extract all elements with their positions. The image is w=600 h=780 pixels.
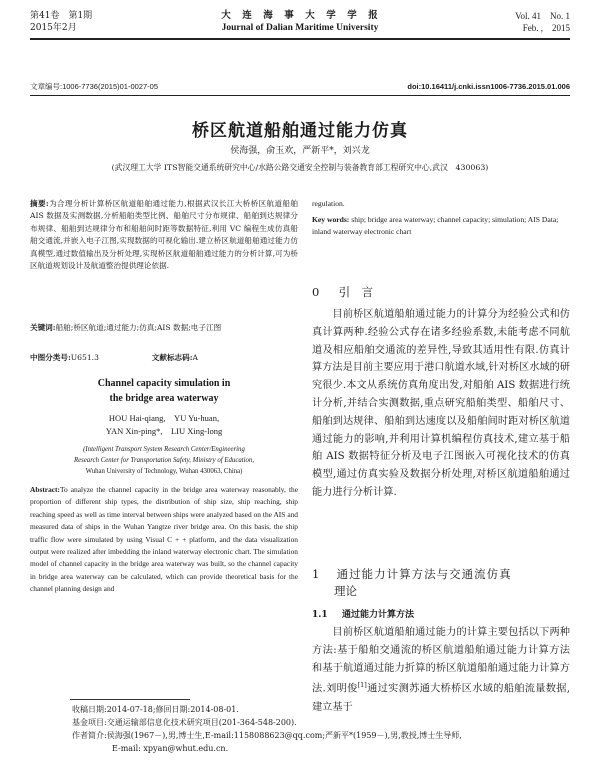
- footnote-received: 收稿日期:2014-07-18;修回日期:2014-08-01.: [72, 705, 239, 714]
- abstract-en-text: To analyze the channel capacity in the bridge area waterway reasonably, the proportion of different ship types, the distribution of ship size, ship reaching, ship reaching speed as well as time interval between ships were analyzed based on the AIS and measured data of ships in the Wuhan Yangtze river bridge area. On this basis, the ship traffic flow were simulated by using Visual C + + platform, and the data visualization output were realized after imbedding the inland waterway electronic chart. The simulation model of channel capacity in the bridge area waterway was built, so the channel capacity in bridge area waterway can be calculated, which can provide theoretical basis for the channel planning design and: [30, 485, 298, 594]
- authors-en: [30, 412, 298, 438]
- authors-en-line2: YAN Xin-ping*, LIU Xing-long: [105, 426, 223, 436]
- abstract-en-continuation: regulation.: [312, 199, 345, 208]
- section-1-1-number: 1.1: [312, 610, 328, 620]
- doc-code-value: A: [192, 353, 199, 362]
- title-en-line1: Channel capacity simulation in: [97, 378, 231, 389]
- clc-label: 中图分类号:: [30, 353, 71, 362]
- keywords-cn: [30, 322, 298, 334]
- footnote-fund: 基金项目:交通运输部信息化技术研究项目(201-364-548-200).: [72, 718, 297, 727]
- doc-code-label: 文献标志码:: [151, 353, 193, 362]
- volume-issue-text: 第41卷 第1期: [30, 11, 93, 21]
- abstract-en-label: Abstract:: [30, 485, 60, 494]
- affil-en-line2: Research Center for Transportation Safety, Ministry of Education,: [73, 457, 255, 464]
- affiliation-cn: (武汉理工大学 ITS智能交通系统研究中心/水路公路交通安全控制与装备教育部工程研究中心,武汉 430063): [111, 163, 489, 172]
- section-1-1-text-before-ref: 目前桥区航道船舶通过能力的计算主要包括以下两种方法:基于船舶交通流的桥区航道船舶通过能力计算方法和基于航道通过能力折算的桥区航道船舶通过能力计算方法.刘明俊: [312, 627, 570, 695]
- abstract-cn: [30, 198, 298, 272]
- footnote-email: E-mail: xpyan@whut.edu.cn.: [112, 744, 229, 753]
- volume-en-text: Vol. 41 No. 1: [515, 11, 570, 21]
- affil-en-line3: Wuhan University of Technology, Wuhan 430063, China): [85, 468, 243, 475]
- paper-title-en: [30, 376, 298, 406]
- authors-en-line1: HOU Hai-qiang, YU Yu-huan,: [108, 413, 220, 423]
- doi: doi:10.16411/j.cnki.issn1006-7736.2015.01.006: [407, 82, 570, 91]
- journal-name-cn: 大 连 海 事 大 学 学 报: [221, 10, 379, 21]
- keywords-cn-label: 关键词:: [30, 323, 56, 332]
- paper-title-cn: 桥区航道船舶通过能力仿真: [192, 121, 408, 141]
- affil-en-line1: (Intelligent Transport System Research Center/Engineering: [83, 446, 245, 453]
- section-1-1-title: 通过能力计算方法: [341, 610, 414, 620]
- footnote-authors: 作者简介:侯海强(1967－),男,博士生,E-mail:1158088623@qq.com;严新平*(1959－),男,教授,博士生导师,: [72, 731, 462, 740]
- meta-rule: [30, 95, 570, 96]
- journal-volume-issue: [30, 10, 180, 34]
- citation-ref: [1]: [357, 681, 367, 690]
- abstract-cn-label: 摘要:: [30, 199, 49, 208]
- keywords-cn-text: 船舶;桥区航道;通过能力;仿真;AIS 数据;电子江图: [55, 323, 222, 332]
- section-0-text: 目前桥区航道船舶通过能力的计算分为经验公式和仿真计算两种.经验公式存在诸多经验系数,未能考虑不同航道及相应船舶交通流的差异性,导致其适用性有限.仿真计算方法是目前主要应用于港口航道水域,针对桥区水域的研究很少.本文从系统仿真角度出发,对船舶 AIS 数据进行统计分析,并结合实测数据,重点研究船舶类型、船舶尺寸、船舶到达规律、船舶到达速度以及船舶间时距对桥区航道通过能力的影响,并利用计算机编程仿真技术,建立基于船舶 AIS 数据特征分析及电子江图嵌入可视化技术的仿真模型,通过仿真实验及数据分析处理,对桥区航道船舶通过能力进行分析计算.: [312, 309, 570, 498]
- section-1-1-text-after-ref: 通过实测苏通大桥桥区水域的船舶流量数据,建立基于: [312, 683, 570, 713]
- section-0-number: 0: [312, 285, 320, 299]
- journal-name: [180, 10, 420, 34]
- classification: [30, 352, 298, 364]
- title-en-line2: the bridge area waterway: [109, 393, 219, 404]
- section-0-title: 引 言: [338, 285, 374, 299]
- header-rule: [30, 38, 570, 40]
- date-en-text: Feb. , 2015: [522, 23, 570, 33]
- section-1-title-line2: 理论: [334, 584, 357, 598]
- article-number: 文章编号:1006-7736(2015)01-0027-05: [30, 82, 158, 91]
- section-0-heading: [312, 284, 570, 301]
- abstract-en: [30, 484, 298, 596]
- footnote: [72, 703, 572, 755]
- keywords-en: [312, 214, 570, 238]
- abstract-cn-text: 为合理分析计算桥区航道船舶通过能力,根据武汉长江大桥桥区航道船舶 AIS 数据及实测数据,分析船舶类型比例、船舶尺寸分布规律、船舶到达规律分布规律、船舶到达规律分布和船舶间时距等数据特征,利用 VC 编程生成仿真船舶交通流,并嵌入电子江图,实现数据的可视化输出.建立桥区航道船舶通过能力仿真模型,通过数值输出及分析处理,实现桥区航道船舶通过能力的分析计算,可为桥区航道规划设计及航道整治提供理论依据.: [30, 199, 298, 271]
- section-1-heading: [312, 566, 570, 600]
- journal-volume-en: [420, 10, 570, 34]
- section-1-number: 1: [312, 567, 320, 581]
- keywords-en-text: ship; bridge area waterway; channel capacity; simulation; AIS Data; inland waterway electronic chart: [312, 215, 559, 237]
- footnote-rule: [70, 699, 190, 700]
- authors-cn: 侯海强，俞玉欢，严新平*，刘兴龙: [230, 146, 370, 156]
- clc-value: U651.3: [70, 353, 99, 362]
- publication-date-text: 2015年2月: [30, 23, 77, 33]
- section-1-1-heading: [312, 608, 570, 622]
- journal-name-en: Journal of Dalian Maritime University: [221, 23, 379, 33]
- section-1-title-line1: 通过能力计算方法与交通流仿真: [336, 567, 512, 581]
- keywords-en-label: Key words:: [312, 215, 350, 224]
- affiliation-en: [30, 444, 298, 477]
